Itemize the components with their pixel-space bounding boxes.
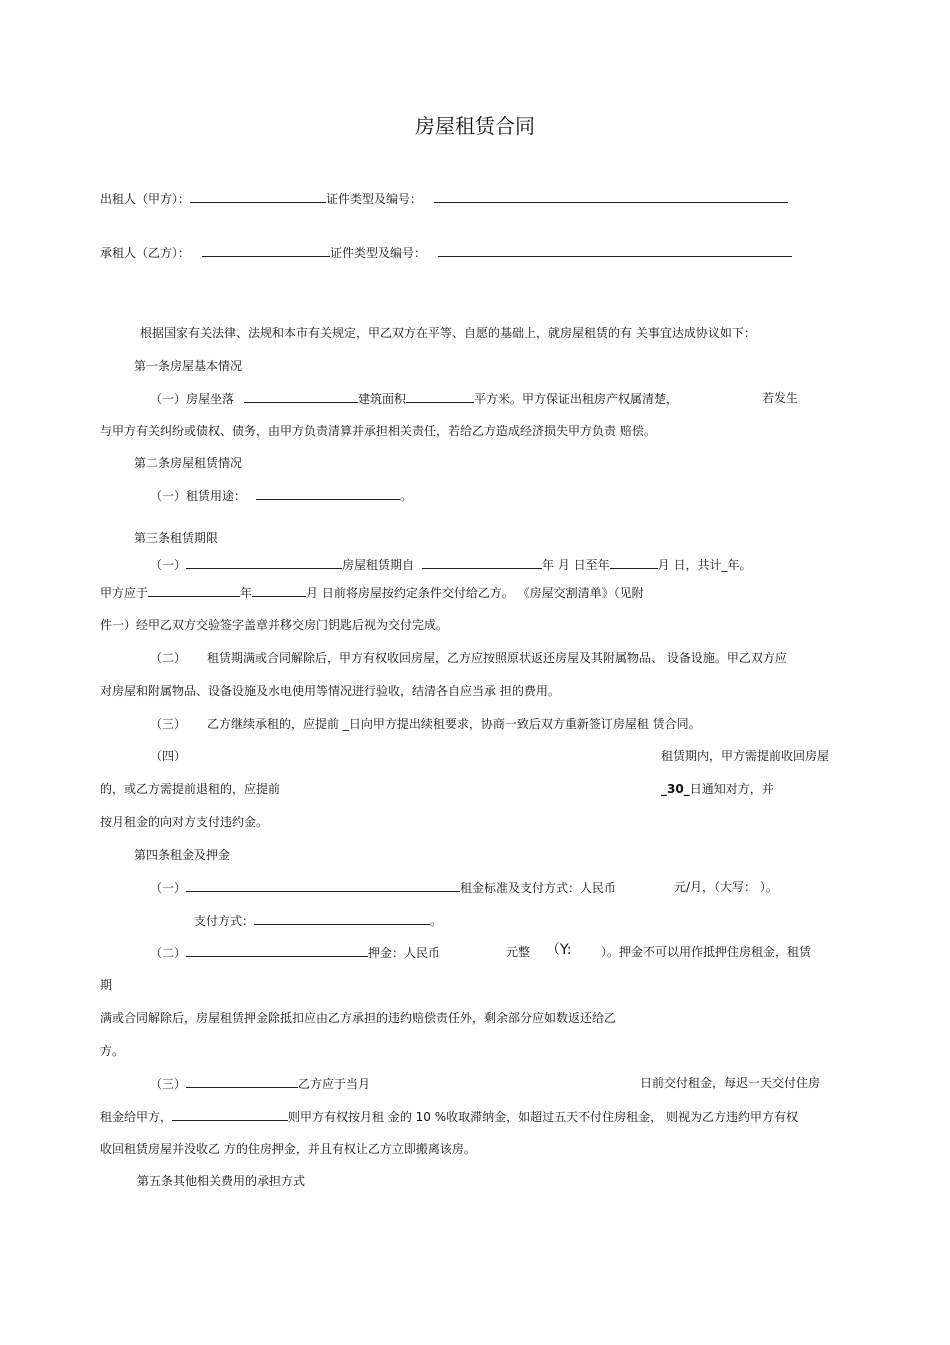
article-4-item-3-line-1-end: 日前交付租金，每迟一天交付住房 [640,1076,821,1090]
intro-paragraph: 根据国家有关法律、法规和本市有关规定，甲乙双方在平等、自愿的基础上，就房屋租赁的有 关事宜达成协议如下： [140,326,756,340]
article-1-line-2: 与甲方有关纠纷或债权、债务，由甲方负责清算并承担相关责任，若给乙方造成经济损失甲方负责 赔偿。 [100,424,656,438]
lessee-label: 承租人（乙方）： [100,246,191,260]
lessee-line [100,244,792,261]
article-4-item-2-yen: （Y: [546,942,572,958]
text-segment: 租金给甲方， [100,1110,173,1124]
article-4-item-2-line-2: 期 [100,978,113,992]
article-3-item-2-line-2: 对房屋和附属物品、设备设施及水电使用等情况进行验收，结清各自应当承 担的费用。 [100,684,560,698]
article-3-line-2 [100,584,644,601]
article-4-item-2-end: ）。押金不可以用作抵押住房租金，租赁 [601,945,812,959]
page-title: 房屋租赁合同 [415,114,535,138]
payment-method-blank [254,912,430,925]
article-3-item-3-number: （三） [150,717,187,731]
text-segment: （一）房屋坐落 [150,392,235,406]
text-segment: 甲方应于 [100,586,149,600]
article-4-item-2-line-1 [150,944,440,961]
deposit-blank [186,944,368,957]
article-3-item-4-right: 租赁期内，甲方需提前收回房屋 [661,749,830,763]
area-blank [406,390,474,403]
article-4-item-2-line-3: 满或合同解除后，房屋租赁押金除抵扣应由乙方承担的违约赔偿责任外，剩余部分应如数返还给乙 [100,1011,617,1025]
article-4-line-1-end: 元/月，（大写： ）。 [674,880,778,894]
term-blank [186,556,342,569]
end-month-blank [610,556,658,569]
lessor-id-label: 证件类型及编号： [326,192,423,206]
text-segment: （三） [150,1077,187,1091]
article-3-item-3-text: 乙方继续承租的，应提前 _日向甲方提出续租要求，协商一致后双方重新签订房屋租 赁合同。 [207,717,701,731]
text-segment: 房屋租赁期自 [342,558,415,572]
text-segment: （一） [150,558,187,572]
lessor-id-blank [434,190,788,203]
delivery-year-blank [148,584,240,597]
article-3-item-2-text: 租赁期满或合同解除后，甲方有权收回房屋，乙方应按照原状返还房屋及其附属物品、 设备设施。甲乙双方应 [207,651,787,665]
text-segment: 则甲方有权按月租 金的 10 %收取滞纳金，如超过五天不付住房租金， 则视为乙方违约甲方有权 [288,1110,798,1124]
rent-day-blank [186,1075,298,1088]
article-4-heading: 第四条租金及押金 [134,848,231,862]
text-segment: 。 [400,489,413,503]
article-3-item-2-number: （二） [150,651,187,665]
text-segment: 平方米。甲方保证出租房产权属清楚， [474,392,679,406]
article-1-heading: 第一条房屋基本情况 [134,359,243,373]
article-4-line-1 [150,879,616,896]
text-segment: 。 [430,914,443,928]
lessor-label: 出租人（甲方）： [100,192,191,206]
usage-blank [256,487,400,500]
article-1-line-1 [150,390,678,407]
article-3-item-4-number: （四） [150,749,187,763]
text-segment: （一）租赁用途： [150,489,247,503]
article-2-line-1 [150,487,412,504]
article-3-item-4-line-3: 按月租金的向对方支付违约金。 [100,815,269,829]
text-segment: 押金：人民币 [368,946,441,960]
text-segment: 建筑面积 [358,392,407,406]
lessee-name-blank [202,244,330,257]
article-3-line-3: 件一）经甲乙双方交验签字盖章并移交房门钥匙后视为交付完成。 [100,618,449,632]
lessor-line [100,190,788,207]
article-3-heading: 第三条租赁期限 [134,531,219,545]
article-5-heading: 第五条其他相关费用的承担方式 [137,1174,306,1188]
article-4-item-2-amount: 元整 [506,945,531,959]
article-3-item-4-line-2-right [661,781,774,797]
delivery-month-blank [252,584,306,597]
text-segment: 日通知对方，并 [689,782,774,796]
rent-blank [186,879,460,892]
text-segment: （二） [150,946,187,960]
start-year-blank [422,556,542,569]
lessee-id-label: 证件类型及编号： [330,246,427,260]
article-4-item-3-line-3: 收回租赁房屋并没收乙 方的住房押金，并且有权让乙方立即搬离该房。 [100,1142,476,1156]
text-segment: 乙方应于当月 [298,1077,371,1091]
text-segment: （一） [150,881,187,895]
article-3-line-1 [150,556,752,573]
article-1-line-1-end: 若发生 [762,391,799,405]
article-2-heading: 第二条房屋租赁情况 [134,456,243,470]
article-4-item-2-line-4: 方。 [100,1044,125,1058]
text-segment: 月 日，共计_年。 [657,558,752,572]
article-3-item-4-line-2: 的，或乙方需提前退租的，应提前 [100,782,281,796]
address-blank [244,390,358,403]
article-4-item-3-line-1 [150,1075,370,1092]
text-segment: 租金标准及支付方式：人民币 [460,881,617,895]
lessor-name-blank [190,190,326,203]
late-fee-blank [172,1108,288,1121]
text-segment: 年 [240,586,253,600]
payment-method-line [194,912,442,929]
text-segment: 月 日前将房屋按约定条件交付给乙方。 《房屋交割清单》（见附 [306,586,644,600]
lessee-id-blank [438,244,792,257]
text-segment: 年 月 日至年 [542,558,610,572]
text-segment: 支付方式： [194,914,255,928]
notice-days: _30_ [661,782,690,796]
article-4-item-3-line-2 [100,1108,798,1125]
